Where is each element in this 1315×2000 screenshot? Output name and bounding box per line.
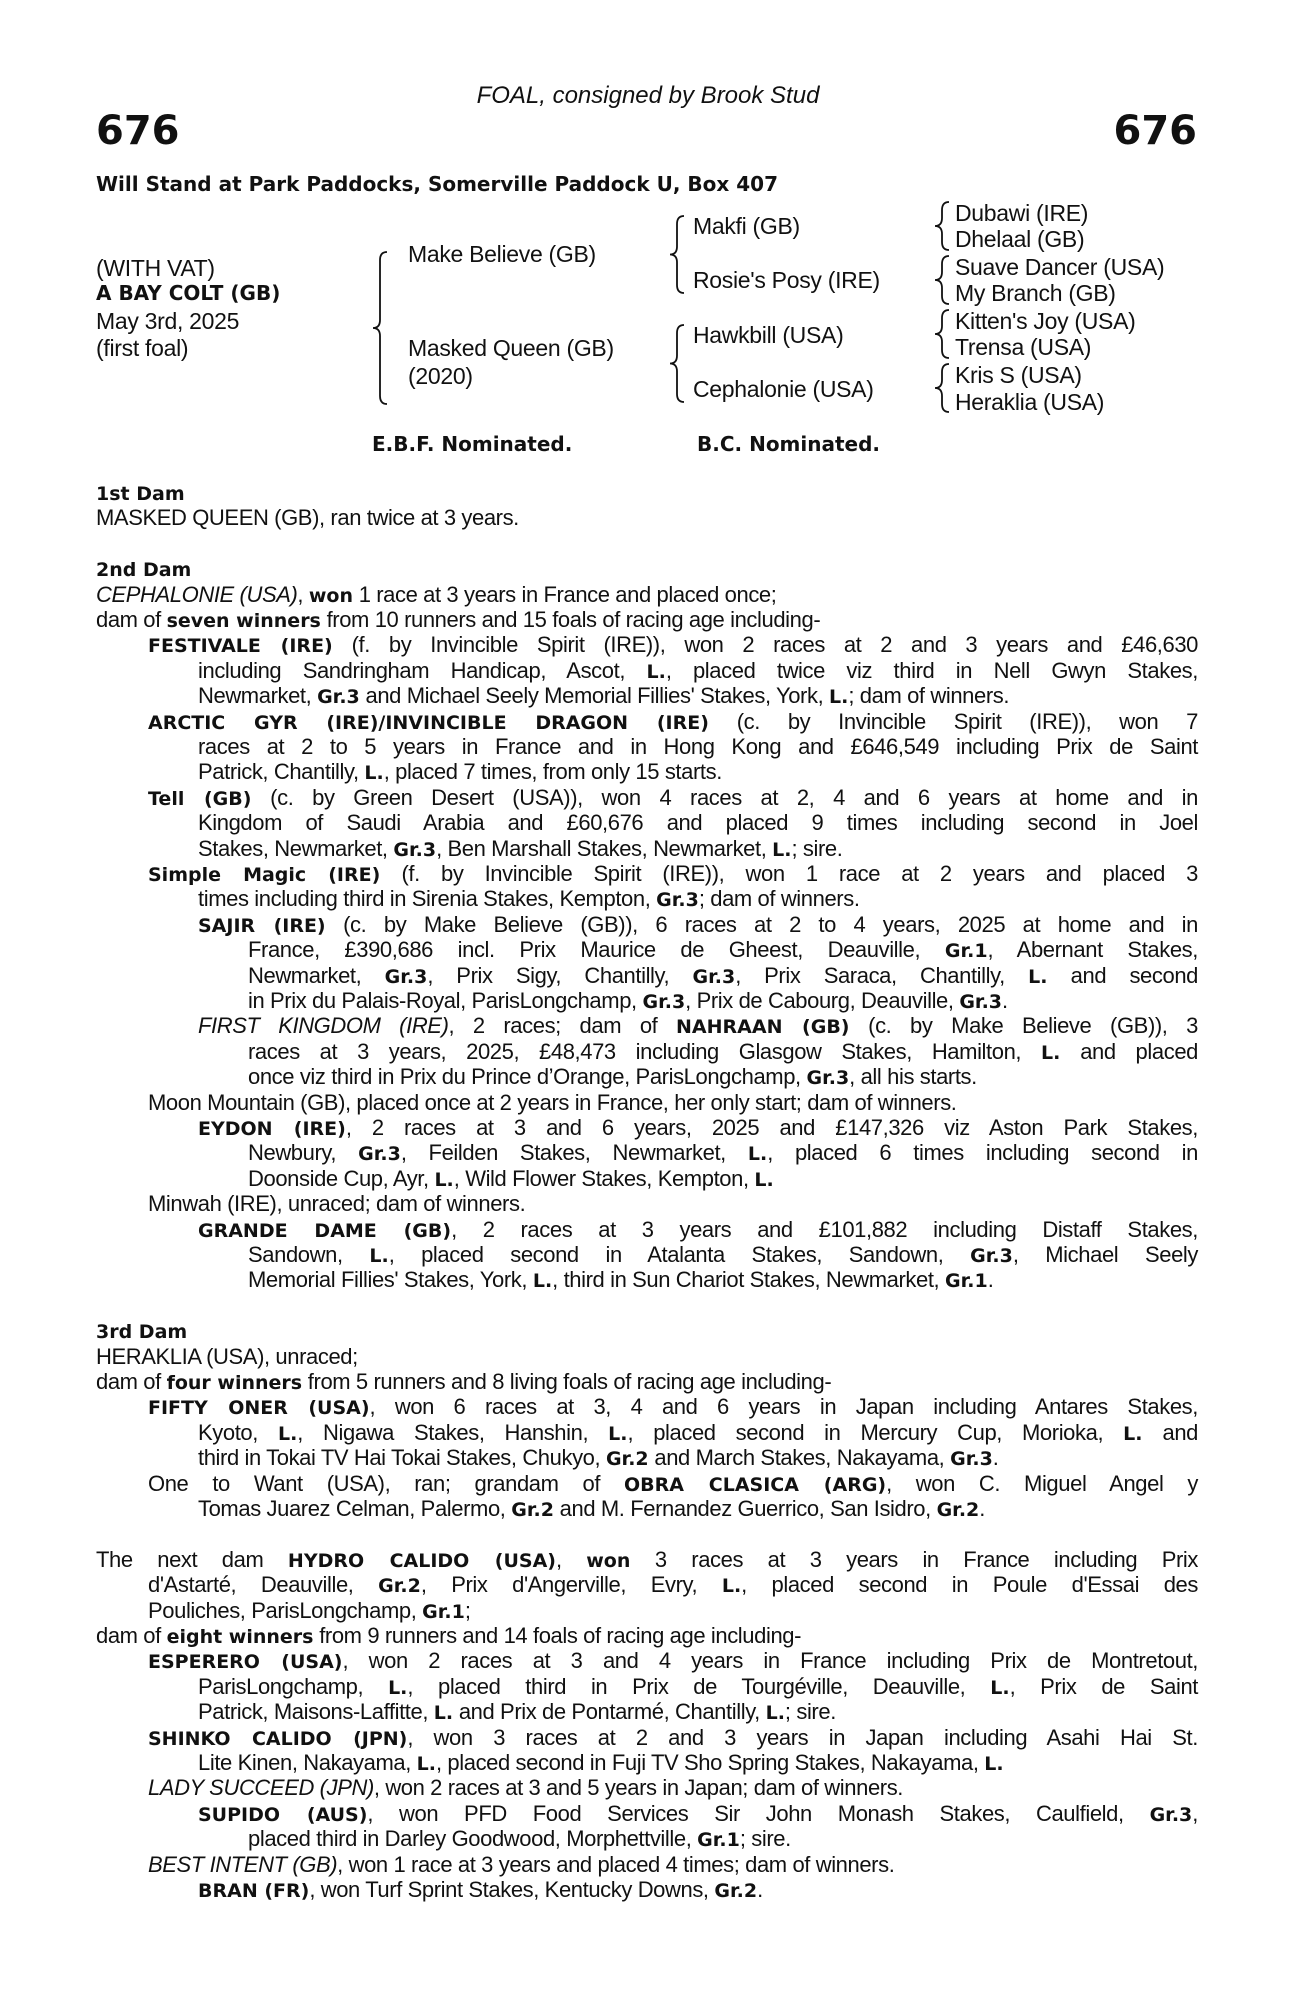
- dam-year: (2020): [408, 363, 473, 389]
- grandsire-maternal: Hawkbill (USA): [693, 322, 844, 348]
- text-line: [248, 963, 1198, 988]
- text: , won 6 races at 3, 4 and 6 years in Japan including Antares Stakes,: [369, 1394, 1198, 1420]
- text: ; dam of winners.: [848, 683, 1010, 709]
- granddam-maternal: Cephalonie (USA): [693, 376, 874, 402]
- text-line: [198, 1217, 1198, 1242]
- bold-text: Gr.3: [959, 991, 1003, 1013]
- ancestor: Dhelaal (GB): [955, 226, 1085, 252]
- text: One to Want (USA), ran; grandam of: [148, 1470, 624, 1496]
- pedigree-brace: [670, 325, 684, 402]
- text: and Michael Seely Memorial Fillies' Stakes, York,: [359, 683, 830, 709]
- text-line: [198, 1699, 1198, 1724]
- bold-text: Gr.3: [393, 838, 437, 861]
- text: d'Astarté, Deauville,: [148, 1572, 379, 1598]
- text: and Prix de Pontarmé, Chantilly,: [453, 1699, 766, 1725]
- bold-text: L.: [747, 1143, 768, 1166]
- pedigree-brace: [373, 252, 387, 404]
- text: and second: [1047, 962, 1198, 988]
- text-line: [198, 1445, 1198, 1470]
- ancestor: Suave Dancer (USA): [955, 254, 1165, 280]
- bold-text: Gr.3: [656, 889, 699, 912]
- text-line: [198, 658, 1198, 683]
- italic-text: CEPHALONIE (USA): [96, 581, 298, 607]
- text: Minwah (IRE), unraced; dam of winners.: [148, 1191, 526, 1217]
- section-heading: 2nd Dam: [96, 559, 192, 582]
- text: (c. by Green Desert (USA)), won 4 races at 2, 4 and 6 years at home and in: [251, 784, 1198, 810]
- text: (c. by Make Believe (GB)), 6 races at 2 to 4 years, 2025 at home and in: [325, 911, 1198, 937]
- bold-text: FESTIVALE (IRE): [148, 635, 333, 658]
- text-line: [248, 1242, 1198, 1267]
- text: and March Stakes, Nakayama,: [648, 1445, 951, 1471]
- foal-note: (first foal): [96, 335, 189, 361]
- bold-text: Gr.3: [806, 1067, 850, 1090]
- text: , placed 7 times, from only 15 starts.: [383, 759, 722, 785]
- text: .: [1002, 988, 1008, 1013]
- text-line: [148, 1852, 1198, 1877]
- text-line: [148, 1572, 1198, 1597]
- bold-text: L.: [388, 1676, 408, 1699]
- text-line: [248, 988, 1198, 1013]
- bold-text: Gr.1: [422, 1600, 465, 1623]
- text: , Prix de Cabourg, Deauville,: [685, 988, 960, 1013]
- text-line: [96, 556, 1198, 581]
- section-heading: 3rd Dam: [96, 1321, 188, 1344]
- text: , Abernant Stakes,: [987, 937, 1198, 963]
- text: , Prix Sigy, Chantilly,: [427, 962, 693, 988]
- granddam-paternal: Rosie's Posy (IRE): [693, 267, 880, 293]
- text: (c. by Make Believe (GB)), 3: [849, 1013, 1199, 1039]
- bold-text: L.: [434, 1168, 454, 1191]
- horse-name: A BAY COLT (GB): [96, 281, 281, 305]
- bold-text: L.: [829, 686, 849, 709]
- text: , Prix de Saint: [1009, 1673, 1198, 1699]
- text: from 10 runners and 15 foals of racing age including-: [320, 607, 821, 632]
- text: Doonside Cup, Ayr,: [248, 1165, 435, 1191]
- bold-text: ESPERERO (USA): [148, 1651, 343, 1674]
- pedigree-brace: [935, 364, 949, 412]
- bold-text: L.: [772, 838, 792, 861]
- text: and: [1142, 1419, 1199, 1445]
- text: , won C. Miguel Angel y: [886, 1470, 1198, 1496]
- text: Patrick, Maisons-Laffitte,: [198, 1699, 434, 1725]
- bold-text: won: [586, 1549, 631, 1572]
- bold-text: NAHRAAN (GB): [676, 1016, 850, 1039]
- italic-text: BEST INTENT (GB): [148, 1851, 338, 1877]
- text: and M. Fernandez Guerrico, San Isidro,: [553, 1496, 937, 1521]
- bold-text: Gr.3: [1149, 1803, 1193, 1826]
- bold-text: L.: [646, 660, 666, 683]
- text: , all his starts.: [849, 1064, 977, 1090]
- text: Sandown,: [248, 1242, 370, 1267]
- text: , Michael Seely: [1012, 1242, 1198, 1267]
- text: ParisLongchamp,: [198, 1673, 389, 1699]
- text: , won 2 races at 3 and 4 years in France including Prix de Montretout,: [342, 1648, 1198, 1674]
- text: in Prix du Palais-Royal, ParisLongchamp,: [248, 988, 643, 1013]
- text: , won 3 races at 2 and 3 years in Japan including Asahi Hai St.: [407, 1724, 1198, 1750]
- bold-text: L.: [364, 762, 384, 785]
- text-line: [96, 1623, 1198, 1648]
- bold-text: L.: [1041, 1041, 1061, 1064]
- text: (f. by Invincible Spirit (IRE)), won 2 races at 2 and 3 years and £46,630: [332, 632, 1198, 658]
- text: (f. by Invincible Spirit (IRE)), won 1 race at 2 years and placed 3: [380, 861, 1198, 886]
- text: France, £390,686 incl. Prix Maurice de Gheest, Deauville,: [248, 937, 945, 963]
- text-line: [198, 1750, 1198, 1775]
- text-line: [148, 632, 1198, 657]
- consignor-line: FOAL, consigned by Brook Stud: [476, 82, 820, 109]
- text: , 2 races; dam of: [448, 1013, 677, 1039]
- text: third in Tokai TV Hai Tokai Stakes, Chukyo,: [198, 1445, 606, 1471]
- text-line: [198, 734, 1198, 759]
- text-line: [96, 1318, 1198, 1343]
- text: dam of: [96, 607, 167, 632]
- text: Memorial Fillies' Stakes, York,: [248, 1267, 533, 1293]
- bold-text: Gr.1: [944, 940, 988, 963]
- text-line: [248, 1064, 1198, 1089]
- text-line: [198, 759, 1198, 784]
- text: , Feilden Stakes, Newmarket,: [400, 1140, 748, 1166]
- text: , third in Sun Chariot Stakes, Newmarket,: [552, 1267, 945, 1293]
- stand-location: Will Stand at Park Paddocks, Somerville Paddock U, Box 407: [96, 172, 778, 196]
- text: times including third in Sirenia Stakes, Kempton,: [198, 886, 657, 912]
- bold-text: Simple Magic (IRE): [148, 864, 381, 886]
- bold-text: L.: [532, 1270, 553, 1293]
- text: dam of: [96, 1369, 167, 1394]
- text-line: [198, 1496, 1198, 1521]
- italic-text: FIRST KINGDOM (IRE): [198, 1013, 449, 1039]
- text: ; dam of winners.: [698, 886, 860, 912]
- text-line: [96, 1293, 1198, 1318]
- ancestor: Dubawi (IRE): [955, 200, 1089, 226]
- bold-text: Gr.2: [378, 1575, 421, 1598]
- text: Patrick, Chantilly,: [198, 759, 365, 785]
- bold-text: won: [308, 584, 353, 607]
- text: once viz third in Prix du Prince d’Orange, ParisLongchamp,: [248, 1064, 807, 1090]
- ancestor: Kitten's Joy (USA): [955, 308, 1136, 334]
- bold-text: ARCTIC GYR (IRE)/INVINCIBLE DRAGON (IRE): [148, 711, 709, 734]
- text: placed third in Darley Goodwood, Morphettville,: [248, 1826, 698, 1852]
- bold-text: HYDRO CALIDO (USA): [287, 1549, 556, 1572]
- text-line: [148, 709, 1198, 734]
- italic-text: LADY SUCCEED (JPN): [148, 1775, 374, 1801]
- text: .: [979, 1496, 985, 1521]
- pedigree-brace: [935, 256, 949, 304]
- text: ; sire.: [784, 1699, 836, 1725]
- text: 1 race at 3 years in France and placed once;: [353, 581, 777, 607]
- bold-text: SUPIDO (AUS): [198, 1803, 368, 1826]
- text-line: [96, 480, 1198, 505]
- text: and placed: [1060, 1038, 1198, 1064]
- text: Kingdom of Saudi Arabia and £60,676 and placed 9 times including second in Joel: [198, 810, 1198, 836]
- section-heading: 1st Dam: [96, 483, 185, 505]
- bold-text: Gr.2: [714, 1880, 758, 1902]
- text: , won PFD Food Services Sir John Monash Stakes, Caulfield,: [367, 1800, 1150, 1826]
- text-line: [198, 810, 1198, 835]
- text-line: [148, 1598, 1198, 1623]
- bold-text: Gr.2: [511, 1499, 554, 1521]
- text: ; sire.: [739, 1826, 791, 1852]
- text: , Prix Saraca, Chantilly,: [735, 962, 1029, 988]
- text: ,: [555, 1546, 587, 1572]
- ebf-nomination: E.B.F. Nominated.: [372, 432, 573, 456]
- text-line: [96, 1369, 1198, 1394]
- text-line: [198, 886, 1198, 911]
- bold-text: Gr.1: [697, 1829, 740, 1852]
- text: Kyoto,: [198, 1419, 278, 1445]
- bold-text: Gr.3: [692, 965, 736, 988]
- text: , won 1 race at 3 years and placed 4 times; dam of winners.: [337, 1851, 895, 1877]
- text-line: [148, 861, 1198, 886]
- text: , Wild Flower Stakes, Kempton,: [453, 1165, 755, 1191]
- text-line: [248, 1826, 1198, 1851]
- text: Pouliches, ParisLongchamp,: [148, 1597, 423, 1623]
- text: The next dam: [96, 1546, 288, 1572]
- pedigree-braces: [0, 0, 1315, 460]
- text: , 2 races at 3 and 6 years, 2025 and £147,326 viz Aston Park Stakes,: [345, 1115, 1198, 1140]
- bold-text: L.: [1123, 1422, 1143, 1445]
- bold-text: EYDON (IRE): [198, 1118, 346, 1140]
- text: ,: [1192, 1800, 1198, 1826]
- text: races at 3 years, 2025, £48,473 including Glasgow Stakes, Hamilton,: [248, 1038, 1041, 1064]
- bold-text: BRAN (FR): [198, 1880, 310, 1902]
- ancestor: Trensa (USA): [955, 334, 1092, 360]
- text-line: [96, 1547, 1198, 1572]
- bold-text: Tell (GB): [148, 787, 252, 810]
- bold-text: L.: [1028, 965, 1048, 988]
- text-line: [248, 1039, 1198, 1064]
- bold-text: Gr.3: [970, 1245, 1013, 1267]
- text: MASKED QUEEN (GB), ran twice at 3 years.: [96, 505, 519, 531]
- bold-text: Gr.3: [642, 991, 686, 1013]
- pedigree-brace: [935, 202, 949, 250]
- bold-text: Gr.2: [936, 1499, 980, 1521]
- text: , 2 races at 3 years and £101,882 including Distaff Stakes,: [451, 1216, 1198, 1242]
- bold-text: four winners: [166, 1372, 303, 1394]
- foaling-date: May 3rd, 2025: [96, 308, 240, 334]
- bold-text: OBRA CLASICA (ARG): [623, 1473, 887, 1496]
- text: , placed second in Fuji TV Sho Spring Stakes, Nakayama,: [435, 1750, 985, 1775]
- text-line: [148, 785, 1198, 810]
- text-line: [96, 505, 1198, 530]
- text: ; sire.: [791, 835, 843, 861]
- text-line: [96, 1521, 1198, 1546]
- text: Newbury,: [248, 1140, 359, 1166]
- text-line: [248, 937, 1198, 962]
- text: , Nigawa Stakes, Hanshin,: [297, 1419, 609, 1445]
- text-line: [198, 1013, 1198, 1038]
- pedigree-brace: [935, 310, 949, 358]
- text-line: [148, 1725, 1198, 1750]
- text-line: [198, 683, 1198, 708]
- text-line: [148, 1775, 1198, 1800]
- text: Tomas Juarez Celman, Palermo,: [198, 1496, 512, 1521]
- text-line: [198, 1674, 1198, 1699]
- text: , placed second in Poule d'Essai des: [741, 1572, 1198, 1598]
- text-line: [148, 1191, 1198, 1216]
- text-line: [248, 1267, 1198, 1292]
- bold-text: Gr.3: [358, 1143, 401, 1166]
- text: 3 races at 3 years in France including Prix: [630, 1546, 1198, 1572]
- text: races at 2 to 5 years in France and in Hong Kong and £646,549 including Prix de Saint: [198, 734, 1198, 759]
- text: HERAKLIA (USA), unraced;: [96, 1343, 358, 1369]
- bold-text: Gr.3: [950, 1448, 993, 1471]
- dam: Masked Queen (GB): [408, 335, 614, 361]
- text: Newmarket,: [198, 683, 318, 709]
- text-line: [96, 1344, 1198, 1369]
- lot-number-left: 676: [96, 108, 180, 154]
- ancestor: Heraklia (USA): [955, 389, 1105, 415]
- text: (c. by Invincible Spirit (IRE)), won 7: [708, 708, 1198, 734]
- bold-text: SHINKO CALIDO (JPN): [148, 1727, 408, 1750]
- text: Newmarket,: [248, 962, 385, 988]
- text: from 9 runners and 14 foals of racing age including-: [313, 1623, 802, 1648]
- ancestor: My Branch (GB): [955, 280, 1116, 306]
- text: , won Turf Sprint Stakes, Kentucky Downs,: [309, 1877, 715, 1902]
- text-line: [198, 1801, 1198, 1826]
- text: , Ben Marshall Stakes, Newmarket,: [436, 835, 773, 861]
- text: , placed 6 times including second in: [767, 1140, 1198, 1166]
- bold-text: Gr.1: [944, 1270, 988, 1293]
- text-line: [96, 582, 1198, 607]
- bold-text: L.: [277, 1422, 298, 1445]
- grandsire-paternal: Makfi (GB): [693, 213, 800, 239]
- text: from 5 runners and 8 living foals of racing age including-: [302, 1369, 832, 1394]
- bold-text: L.: [754, 1168, 774, 1191]
- bold-text: L.: [984, 1753, 1004, 1775]
- text-line: [96, 607, 1198, 632]
- text: , placed third in Prix de Tourgéville, Deauville,: [407, 1673, 991, 1699]
- text: , placed second in Atalanta Stakes, Sandown,: [388, 1242, 971, 1267]
- bold-text: GRANDE DAME (GB): [198, 1219, 452, 1242]
- bold-text: L.: [433, 1702, 454, 1725]
- bold-text: eight winners: [166, 1626, 314, 1648]
- text: .: [992, 1445, 999, 1471]
- text: Lite Kinen, Nakayama,: [198, 1750, 417, 1775]
- bc-nomination: B.C. Nominated.: [697, 432, 881, 456]
- text-line: [148, 1394, 1198, 1419]
- text-line: [148, 1648, 1198, 1673]
- bold-text: seven winners: [166, 610, 321, 632]
- text: .: [987, 1267, 994, 1293]
- text-line: [198, 836, 1198, 861]
- text-line: [198, 1115, 1198, 1140]
- text-line: [198, 1420, 1198, 1445]
- text: dam of: [96, 1623, 167, 1648]
- text-line: [248, 1140, 1198, 1165]
- bold-text: L.: [416, 1753, 436, 1775]
- vat-note: (WITH VAT): [96, 255, 215, 281]
- lot-number-right: 676: [1113, 108, 1197, 154]
- text: Moon Mountain (GB), placed once at 2 years in France, her only start; dam of winners.: [148, 1089, 957, 1115]
- text: including Sandringham Handicap, Ascot,: [198, 657, 647, 683]
- text: , placed twice viz third in Nell Gwyn Stakes,: [665, 657, 1198, 683]
- text-line: [198, 1877, 1198, 1902]
- bold-text: L.: [721, 1575, 742, 1598]
- text-line: [148, 1471, 1198, 1496]
- text: Stakes, Newmarket,: [198, 835, 394, 861]
- bold-text: SAJIR (IRE): [198, 914, 326, 937]
- text-line: [96, 531, 1198, 556]
- bold-text: FIFTY ONER (USA): [148, 1397, 370, 1420]
- ancestor: Kris S (USA): [955, 362, 1082, 388]
- text-line: [148, 1090, 1198, 1115]
- bold-text: Gr.3: [384, 965, 428, 988]
- text-line: [248, 1166, 1198, 1191]
- text: , won 2 races at 3 and 5 years in Japan; dam of winners.: [373, 1775, 904, 1801]
- bold-text: L.: [369, 1245, 389, 1267]
- text-line: [198, 912, 1198, 937]
- text: , Prix d'Angerville, Evry,: [420, 1572, 722, 1598]
- bold-text: L.: [990, 1676, 1010, 1699]
- text: , placed second in Mercury Cup, Morioka,: [627, 1419, 1124, 1445]
- bold-text: L.: [608, 1422, 628, 1445]
- sire: Make Believe (GB): [408, 241, 596, 267]
- pedigree-brace: [670, 216, 684, 293]
- text: ;: [464, 1597, 471, 1623]
- bold-text: Gr.3: [317, 686, 360, 709]
- text: .: [757, 1877, 763, 1902]
- text: ,: [297, 581, 309, 607]
- bold-text: Gr.2: [605, 1448, 649, 1471]
- bold-text: L.: [765, 1702, 785, 1725]
